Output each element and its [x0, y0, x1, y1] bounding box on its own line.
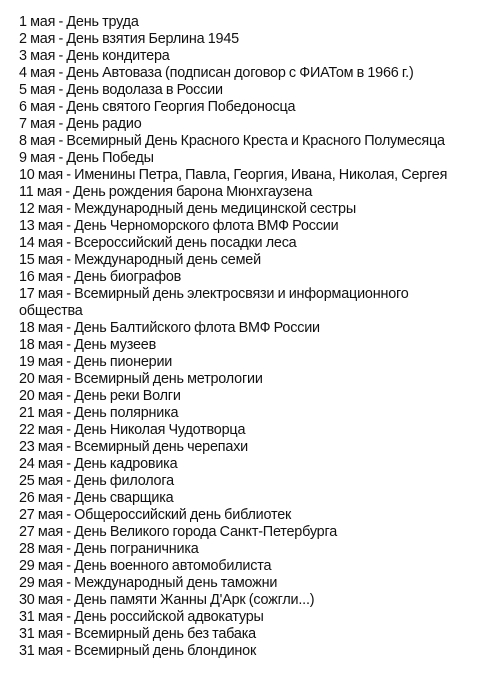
list-item: 29 мая - Международный день таможни [19, 575, 278, 591]
list-item: 19 мая - День пионерии [19, 354, 173, 370]
list-item: 11 мая - День рождения барона Мюнхгаузена [19, 184, 313, 200]
list-item: 15 мая - Международный день семей [19, 252, 261, 268]
list-item: 25 мая - День филолога [19, 473, 174, 489]
list-item: 29 мая - День военного автомобилиста [19, 558, 272, 574]
list-item: 8 мая - Всемирный День Красного Креста и Красного Полумесяца [19, 133, 445, 149]
list-item: 12 мая - Международный день медицинской сестры [19, 201, 356, 217]
list-item: 16 мая - День биографов [19, 269, 182, 285]
list-item: 24 мая - День кадровика [19, 456, 178, 472]
list-item: 14 мая - Всероссийский день посадки леса [19, 235, 297, 251]
list-item: 2 мая - День взятия Берлина 1945 [19, 31, 239, 47]
list-item: 9 мая - День Победы [19, 150, 154, 166]
list-item: 21 мая - День полярника [19, 405, 179, 421]
list-item: 10 мая - Именины Петра, Павла, Георгия, Ивана, Николая, Сергея [19, 167, 448, 183]
list-item: 3 мая - День кондитера [19, 48, 170, 64]
list-item: 20 мая - Всемирный день метрологии [19, 371, 263, 387]
list-item: 7 мая - День радио [19, 116, 142, 132]
list-item: 26 мая - День сварщика [19, 490, 174, 506]
holiday-list [19, 14, 474, 660]
list-item: 31 мая - День российской адвокатуры [19, 609, 264, 625]
list-item: 20 мая - День реки Волги [19, 388, 181, 404]
list-item: 13 мая - День Черноморского флота ВМФ России [19, 218, 339, 234]
list-item: 30 мая - День памяти Жанны Д'Арк (сожгли...) [19, 592, 315, 608]
list-item: 27 мая - День Великого города Санкт-Петербурга [19, 524, 338, 540]
list-item: 5 мая - День водолаза в России [19, 82, 223, 98]
list-item: 31 мая - Всемирный день без табака [19, 626, 256, 642]
list-item: 27 мая - Общероссийский день библиотек [19, 507, 292, 523]
list-item: 22 мая - День Николая Чудотворца [19, 422, 246, 438]
list-item: 28 мая - День пограничника [19, 541, 199, 557]
list-item: 1 мая - День труда [19, 14, 139, 30]
list-item: 6 мая - День святого Георгия Победоносца [19, 99, 296, 115]
list-item: 18 мая - День Балтийского флота ВМФ России [19, 320, 320, 336]
list-item: 23 мая - Всемирный день черепахи [19, 439, 249, 455]
list-item: 4 мая - День Автоваза (подписан договор с ФИАТом в 1966 г.) [19, 65, 414, 81]
list-item: 18 мая - День музеев [19, 337, 157, 353]
list-item: 17 мая - Всемирный день электросвязи и информационного общества [19, 286, 409, 319]
list-item: 31 мая - Всемирный день блондинок [19, 643, 257, 659]
